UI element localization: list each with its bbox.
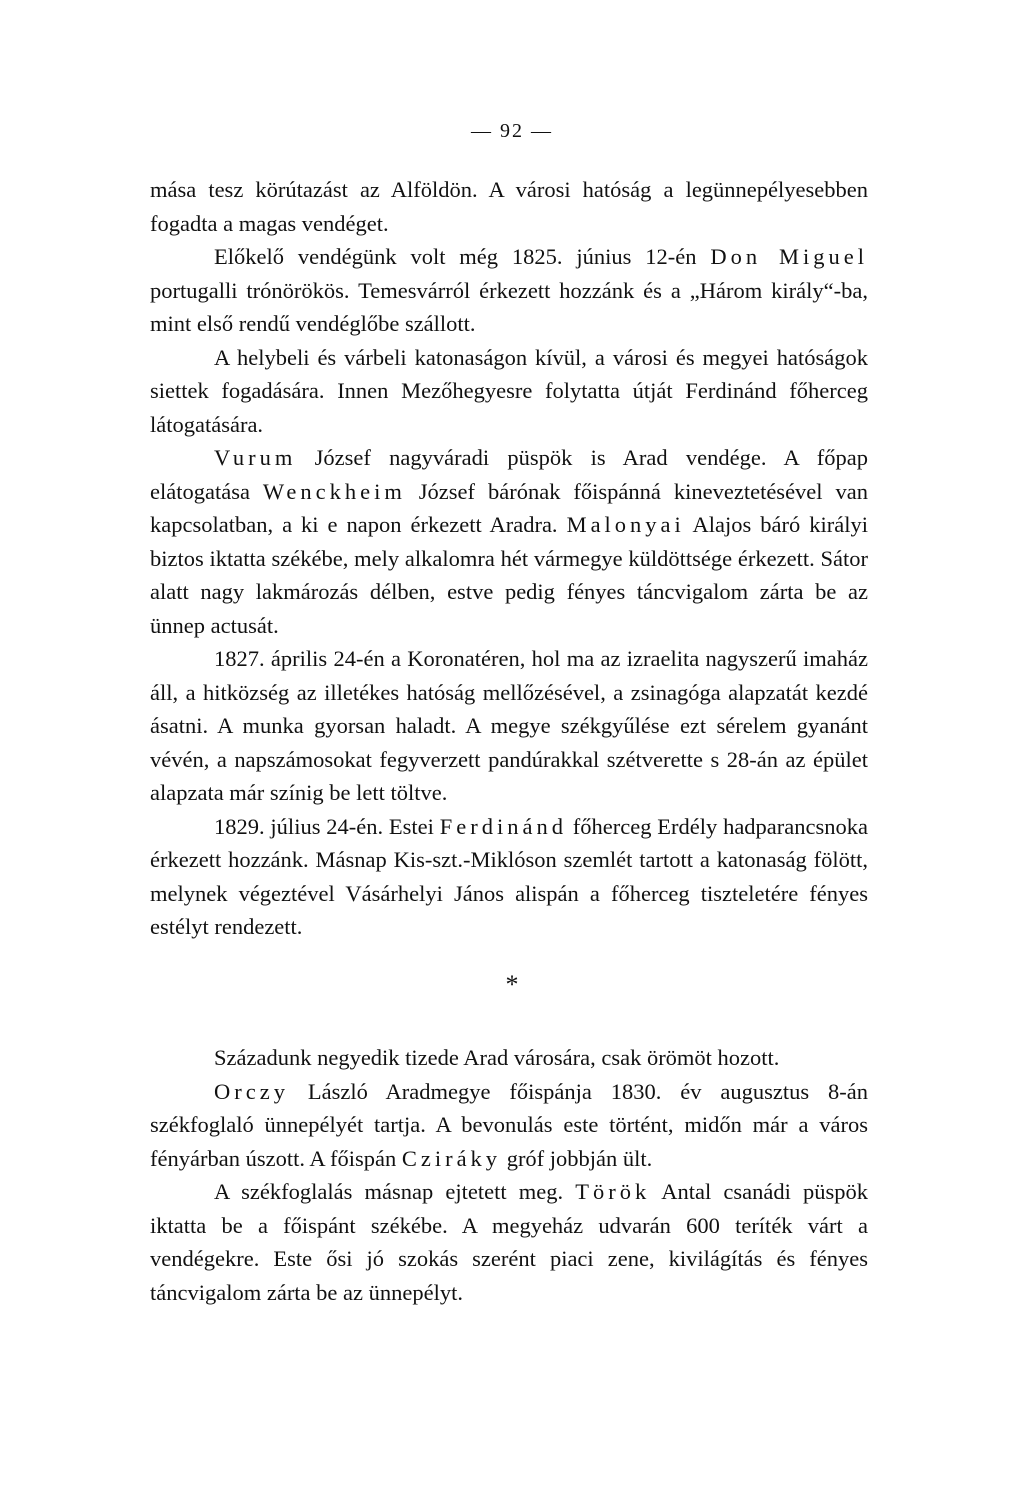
spaced-name: Wenckheim [262,478,406,504]
paragraph [150,341,868,442]
text-segment: 1827. április 24-én a Koronatéren, hol ma az izraelita nagyszerű imaház áll, a hitközség az illetékes hatóság mellőzésével, a zsinagóga alapzatát kezdé ásatni. A munka gyorsan haladt. A megye székgyűlése ezt sérelem gyanánt vévén, a napszámosokat fegyverzett pandúrakkal szétverette s 28-án az épület alapzata már színig be lett töltve. [150,646,868,805]
text-segment: József bárónak főispánná kineveztetésével van kapcsolatban, a ki e napon érkezett Aradra. [150,478,868,537]
section-separator: * [505,970,519,999]
page-number: — 92 — [471,120,553,142]
spaced-name: Török [575,1179,651,1204]
paragraph [150,1175,868,1309]
paragraph [150,441,868,642]
paragraph [150,240,868,341]
text-segment: 1829. július 24-én. Estei [214,813,440,839]
text-segment: mása tesz körútazást az Alföldön. A városi hatóság a legünnepélyesebben fogadta a magas vendéget. [150,177,868,236]
text-segment: gróf jobbján ült. [501,1145,653,1171]
paragraph [150,173,868,240]
spaced-name: Don Miguel [710,244,869,269]
spaced-name: Ferdinánd [439,813,567,839]
paragraph [150,1075,868,1176]
top-text-block [150,173,868,944]
spaced-name: Orczy [214,1078,289,1104]
text-segment: A helybeli és várbeli katonaságon kívül, a városi és megyei hatóságok siettek fogadására. Innen Mezőhegyesre folytatta útját Ferdinánd főherceg látogatására. [150,344,868,437]
text-segment: József nagyváradi püspök is Arad vendége. A főpap elátogatása [150,445,868,504]
text-segment: főherceg Erdély hadparancsnoka érkezett hozzánk. Másnap Kis-szt.-Miklóson szemlét tartott a katonaság fölött, melynek végeztével Vásárhelyi János alispán a főherceg tiszteletére fényes estélyt rendezett. [150,813,869,939]
text-segment: László Aradmegye főispánja 1830. év augusztus 8-án székfoglaló ünnepélyét tartja. A bevonulás este történt, midőn már a város fényárban úszott. A főispán [150,1078,868,1171]
text-segment: Alajos báró királyi biztos iktatta székébe, mely alkalomra hét vármegye küldöttsége érkezett. Sátor alatt nagy lakmározás délben, estve pedig fényes táncvigalom zárta be az ünnep actusát. [150,512,869,638]
paragraph [150,810,868,944]
paragraph [150,1041,868,1075]
spaced-name: Vurum [214,445,297,470]
text-segment: A székfoglalás másnap ejtetett meg. [214,1179,576,1204]
text-segment: Előkelő vendégünk volt még 1825. június 12-én [214,244,711,269]
spaced-name: Cziráky [401,1145,502,1171]
spaced-name: Malonyai [566,512,685,537]
text-segment: Antal csanádi püspök iktatta be a főispánt székébe. A megyeház udvarán 600 teríték várt a vendégekre. Este ősi jó szokás szerént piaci zene, kivilágítás és fényes táncvigalom zárta be az ünnepélyt. [150,1179,868,1305]
paragraph [150,642,868,810]
text-segment: portugalli trónörökös. Temesvárról érkezett hozzánk és a „Három király“-ba, mint első rendű vendéglőbe szállott. [150,277,868,336]
bottom-text-block [150,1041,868,1309]
text-segment: Századunk negyedik tizede Arad városára, csak örömöt hozott. [214,1045,780,1070]
